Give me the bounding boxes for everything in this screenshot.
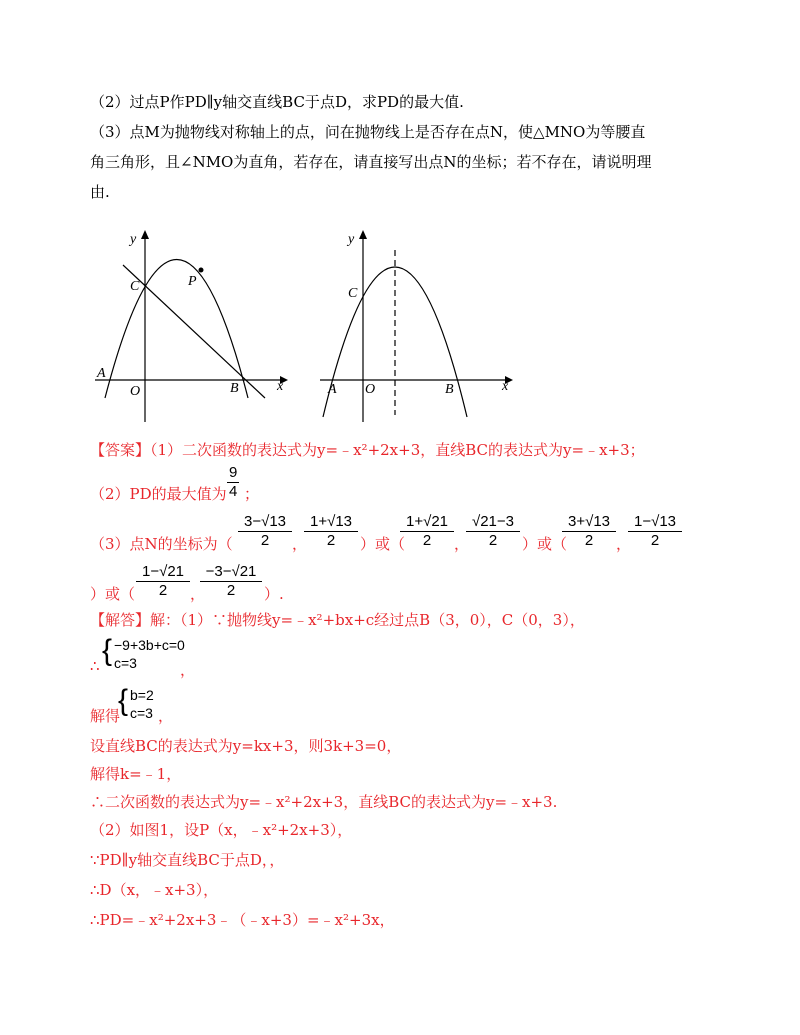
figure-1 [90, 225, 290, 425]
solution-line-bc: 设直线BC的表达式为y=kx+3，则3k+3=0， [90, 737, 402, 755]
answer-line1 [90, 440, 645, 460]
system2-brace: { [118, 684, 129, 717]
fraction-denominator: 4 [229, 483, 238, 500]
parabola [105, 260, 248, 399]
y-axis-arrow [141, 230, 149, 239]
label-x: x [502, 379, 509, 394]
label-a: A [97, 366, 106, 381]
solution-part2-d: ∴D（x，﹣x+3）， [90, 881, 219, 899]
or-separator-2: ）或（ [522, 535, 568, 553]
solution-part2-intro: （2）如图1，设P（x，﹣x²+2x+3）， [90, 821, 353, 839]
solution-part2-result: ∴PD=﹣x²+2x+3﹣（﹣x+3）=﹣x²+3x， [90, 911, 395, 929]
solution-solve-k: 解得k=﹣1， [90, 765, 182, 783]
or-separator-3: ）或（ [90, 585, 136, 603]
answer-end: ）. [264, 585, 284, 603]
label-c: C [130, 279, 140, 294]
system2 [130, 686, 154, 722]
label-p: P [188, 274, 197, 289]
coord3-comma: ， [616, 535, 632, 553]
answer-part3-prefix: （3）点N的坐标为（ [90, 535, 233, 553]
label-y: y [130, 232, 137, 247]
question-part3-line2: 角三角形，且∠NMO为直角，若存在，请直接写出点N的坐标；若不存在，请说明理 [90, 153, 652, 171]
coord3-x: $\frac{3+√13}{2}$ [562, 513, 616, 550]
coord4-x: $\frac{1-√21}{2}$ [136, 563, 190, 600]
answer-pd-max-fraction [227, 464, 239, 501]
label-b: B [445, 382, 454, 397]
system2-comma: ， [158, 707, 174, 725]
system1-brace: { [102, 634, 113, 667]
question-part3-line3: 由. [90, 183, 110, 201]
answer-part1: （1）二次函数的表达式为y=﹣x²+2x+3，直线BC的表达式为y=﹣x+3； [150, 441, 645, 459]
system1-comma: ， [180, 661, 196, 679]
solution-conclusion: ∴二次函数的表达式为y=﹣x²+2x+3，直线BC的表达式为y=﹣x+3. [90, 793, 558, 811]
coord4-comma: ， [190, 585, 206, 603]
solution-intro: 解：（1）∵抛物线y=﹣x²+bx+c经过点B（3，0），C（0，3）， [150, 611, 585, 629]
system1-eq2: c=3 [114, 655, 137, 671]
or-separator-1: ）或（ [360, 535, 406, 553]
answer-part2-prefix: （2）PD的最大值为 [90, 485, 227, 503]
coord2-comma: ， [454, 535, 470, 553]
y-axis-arrow [359, 230, 367, 239]
system1 [114, 636, 185, 672]
question-part2: （2）过点P作PD∥y轴交直线BC于点D，求PD的最大值. [90, 93, 464, 111]
coord2-x: $\frac{1+√21}{2}$ [400, 513, 454, 550]
therefore-symbol: ∴ [90, 657, 100, 675]
label-y: y [348, 232, 355, 247]
coord1-y: $\frac{1+√13}{2}$ [304, 513, 358, 550]
label-a: A [328, 382, 337, 397]
answer-label: 【答案】 [90, 441, 151, 459]
point-p [199, 268, 204, 273]
system2-eq2: c=3 [130, 705, 153, 721]
solution-label: 【解答】 [90, 611, 151, 629]
system2-eq1: b=2 [130, 687, 154, 703]
answer-part2-suffix: ； [244, 485, 260, 503]
coord4-y: $\frac{-3-√21}{2}$ [200, 563, 262, 600]
coord2-y: $\frac{√21-3}{2}$ [466, 513, 520, 550]
question-part3-line1: （3）点M为抛物线对称轴上的点，问在抛物线上是否存在点N，使△MNO为等腰直 [90, 123, 646, 141]
solution-part2-pd: ∵PD∥y轴交直线BC于点D，， [90, 851, 285, 869]
coord1-x: $\frac{3-√13}{2}$ [238, 513, 292, 550]
label-o: O [365, 382, 376, 397]
figure-2 [315, 225, 515, 425]
coord3-y: $\frac{1-√13}{2}$ [628, 513, 682, 550]
solve-label: 解得 [90, 707, 121, 725]
system1-eq1: −9+3b+c=0 [114, 637, 185, 653]
solution-intro-line [90, 610, 585, 630]
coord1-comma: ， [292, 535, 308, 553]
label-c: C [348, 286, 358, 301]
fraction-numerator: 9 [229, 464, 238, 481]
label-o: O [130, 384, 141, 399]
label-x: x [277, 379, 284, 394]
label-b: B [230, 381, 239, 396]
